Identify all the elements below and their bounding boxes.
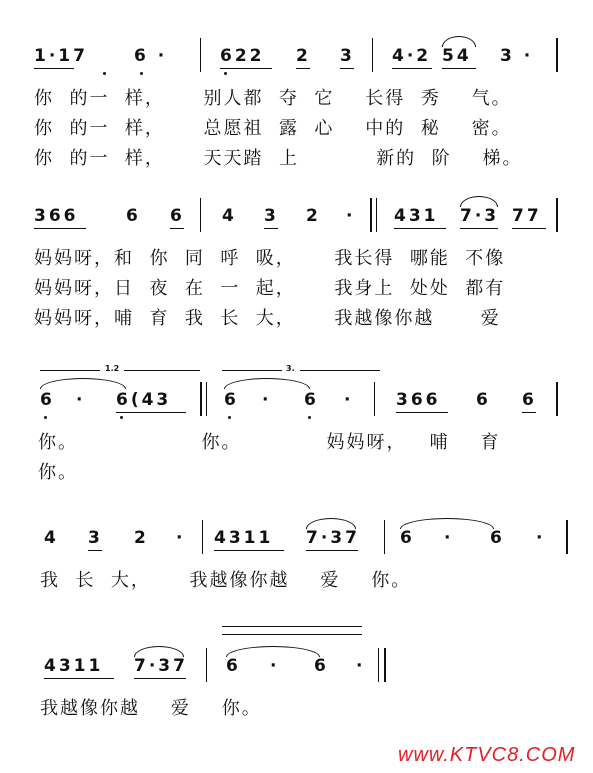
barline	[556, 198, 558, 232]
system-4	[0, 508, 593, 598]
note: 6	[476, 390, 491, 410]
underline	[170, 228, 184, 229]
lyric-line: 你 的一 样， 别人都 夺 它 长得 秀 气。	[34, 88, 512, 109]
note: 3 ·	[500, 46, 534, 66]
barline	[206, 382, 207, 416]
watermark: www.KTVC8.COM	[398, 744, 576, 766]
octave-dot	[308, 416, 311, 419]
note: 6(43	[116, 390, 172, 410]
barline	[378, 648, 379, 682]
lyric-line: 妈妈呀，和 你 同 呼 吸， 我长得 哪能 不像	[34, 248, 506, 269]
volta-label: 1.2	[105, 364, 120, 373]
barline	[556, 382, 558, 416]
note: ·	[444, 528, 454, 548]
underline	[134, 678, 186, 679]
octave-dot	[224, 72, 227, 75]
underline	[296, 68, 310, 69]
note: 6	[170, 206, 185, 226]
note: 4	[44, 528, 59, 548]
system-5	[0, 624, 593, 724]
note: 366	[396, 390, 441, 410]
note: 366	[34, 206, 79, 226]
note: 3	[88, 528, 103, 548]
note: 4311	[214, 528, 274, 548]
underline	[442, 68, 476, 69]
note: 7·3	[460, 206, 500, 226]
volta-label: 3.	[286, 364, 295, 373]
note: 6	[126, 206, 141, 226]
volta-line	[40, 370, 100, 371]
lyric-line: 妈妈呀，日 夜 在 一 起， 我身上 处处 都有	[34, 278, 506, 299]
volta-line	[124, 370, 200, 371]
note: ·	[262, 390, 272, 410]
slur	[306, 518, 356, 529]
barline	[566, 520, 568, 554]
volta-line	[222, 370, 282, 371]
barline	[370, 198, 372, 232]
underline	[220, 68, 272, 69]
decrescendo-line	[222, 634, 362, 635]
underline	[88, 550, 102, 551]
barline	[384, 648, 386, 682]
octave-dot	[140, 72, 143, 75]
barline	[206, 648, 207, 682]
underline	[214, 550, 284, 551]
note: 3	[340, 46, 355, 66]
note: ·	[536, 528, 546, 548]
slur	[224, 378, 310, 389]
lyric-line: 你。	[38, 462, 78, 483]
note: 6	[522, 390, 537, 410]
note: ·	[270, 656, 280, 676]
note: ·	[346, 206, 356, 226]
barline	[384, 520, 385, 554]
note: 4·2	[392, 46, 432, 66]
lyric-line: 我越像你越 爱 你。	[40, 698, 262, 719]
note: ·	[356, 656, 366, 676]
note: 6	[490, 528, 505, 548]
notes-row-5	[0, 646, 593, 686]
note: 2	[306, 206, 321, 226]
barline	[200, 198, 201, 232]
barline	[374, 382, 375, 416]
note: 7·37	[134, 656, 188, 676]
underline	[44, 678, 114, 679]
note: 622	[220, 46, 265, 66]
note: 431	[394, 206, 439, 226]
octave-dot	[44, 416, 47, 419]
octave-dot	[103, 72, 106, 75]
lyric-line: 你 的一 样， 总愿祖 露 心 中的 秘 密。	[34, 118, 512, 139]
notes-row-3	[0, 380, 593, 420]
barline	[200, 38, 201, 72]
underline	[306, 550, 358, 551]
note: ·	[344, 390, 354, 410]
underline	[340, 68, 354, 69]
note: 7·37	[306, 528, 360, 548]
underline	[512, 228, 546, 229]
decrescendo-line	[222, 626, 362, 627]
note: 4	[222, 206, 237, 226]
note: 1·17	[34, 46, 88, 66]
octave-dot	[120, 416, 123, 419]
lyric-line: 你 的一 样， 天天踏 上 新的 阶 梯。	[34, 148, 523, 169]
underline	[460, 228, 498, 229]
octave-dot	[228, 416, 231, 419]
system-2	[0, 196, 593, 336]
note: 4311	[44, 656, 104, 676]
note: 3	[264, 206, 279, 226]
slur	[40, 378, 126, 389]
note: 6	[314, 656, 329, 676]
note: ·	[76, 390, 86, 410]
barline	[200, 382, 202, 416]
underline	[396, 412, 448, 413]
underline	[34, 68, 74, 69]
note: ·	[176, 528, 186, 548]
system-3	[0, 362, 593, 492]
underline	[116, 412, 186, 413]
underline	[264, 228, 278, 229]
notes-row-2	[0, 196, 593, 236]
notes-row-1	[0, 36, 593, 76]
note: 2	[134, 528, 149, 548]
lyric-line: 妈妈呀，哺 育 我 长 大， 我越像你越 爱	[34, 308, 501, 329]
underline	[34, 228, 86, 229]
barline	[202, 520, 203, 554]
note: 6 ·	[134, 46, 168, 66]
note: 6	[224, 390, 239, 410]
lyric-line: 我 长 大， 我越像你越 爱 你。	[40, 570, 412, 591]
barline	[556, 38, 558, 72]
note: 6	[226, 656, 241, 676]
note: 6	[304, 390, 319, 410]
notes-row-4	[0, 518, 593, 558]
note: 54	[442, 46, 472, 66]
slur	[460, 196, 498, 207]
note: 6	[40, 390, 55, 410]
underline	[392, 68, 432, 69]
note: 2	[296, 46, 311, 66]
slur	[442, 36, 476, 47]
note: 6	[400, 528, 415, 548]
system-1	[0, 36, 593, 186]
note: 77	[512, 206, 542, 226]
slur	[134, 646, 184, 657]
underline	[394, 228, 446, 229]
volta-line	[300, 370, 380, 371]
underline	[522, 412, 536, 413]
lyric-line: 你。 你。 妈妈呀， 哺 育	[38, 432, 501, 453]
barline	[372, 38, 373, 72]
barline	[376, 198, 377, 232]
